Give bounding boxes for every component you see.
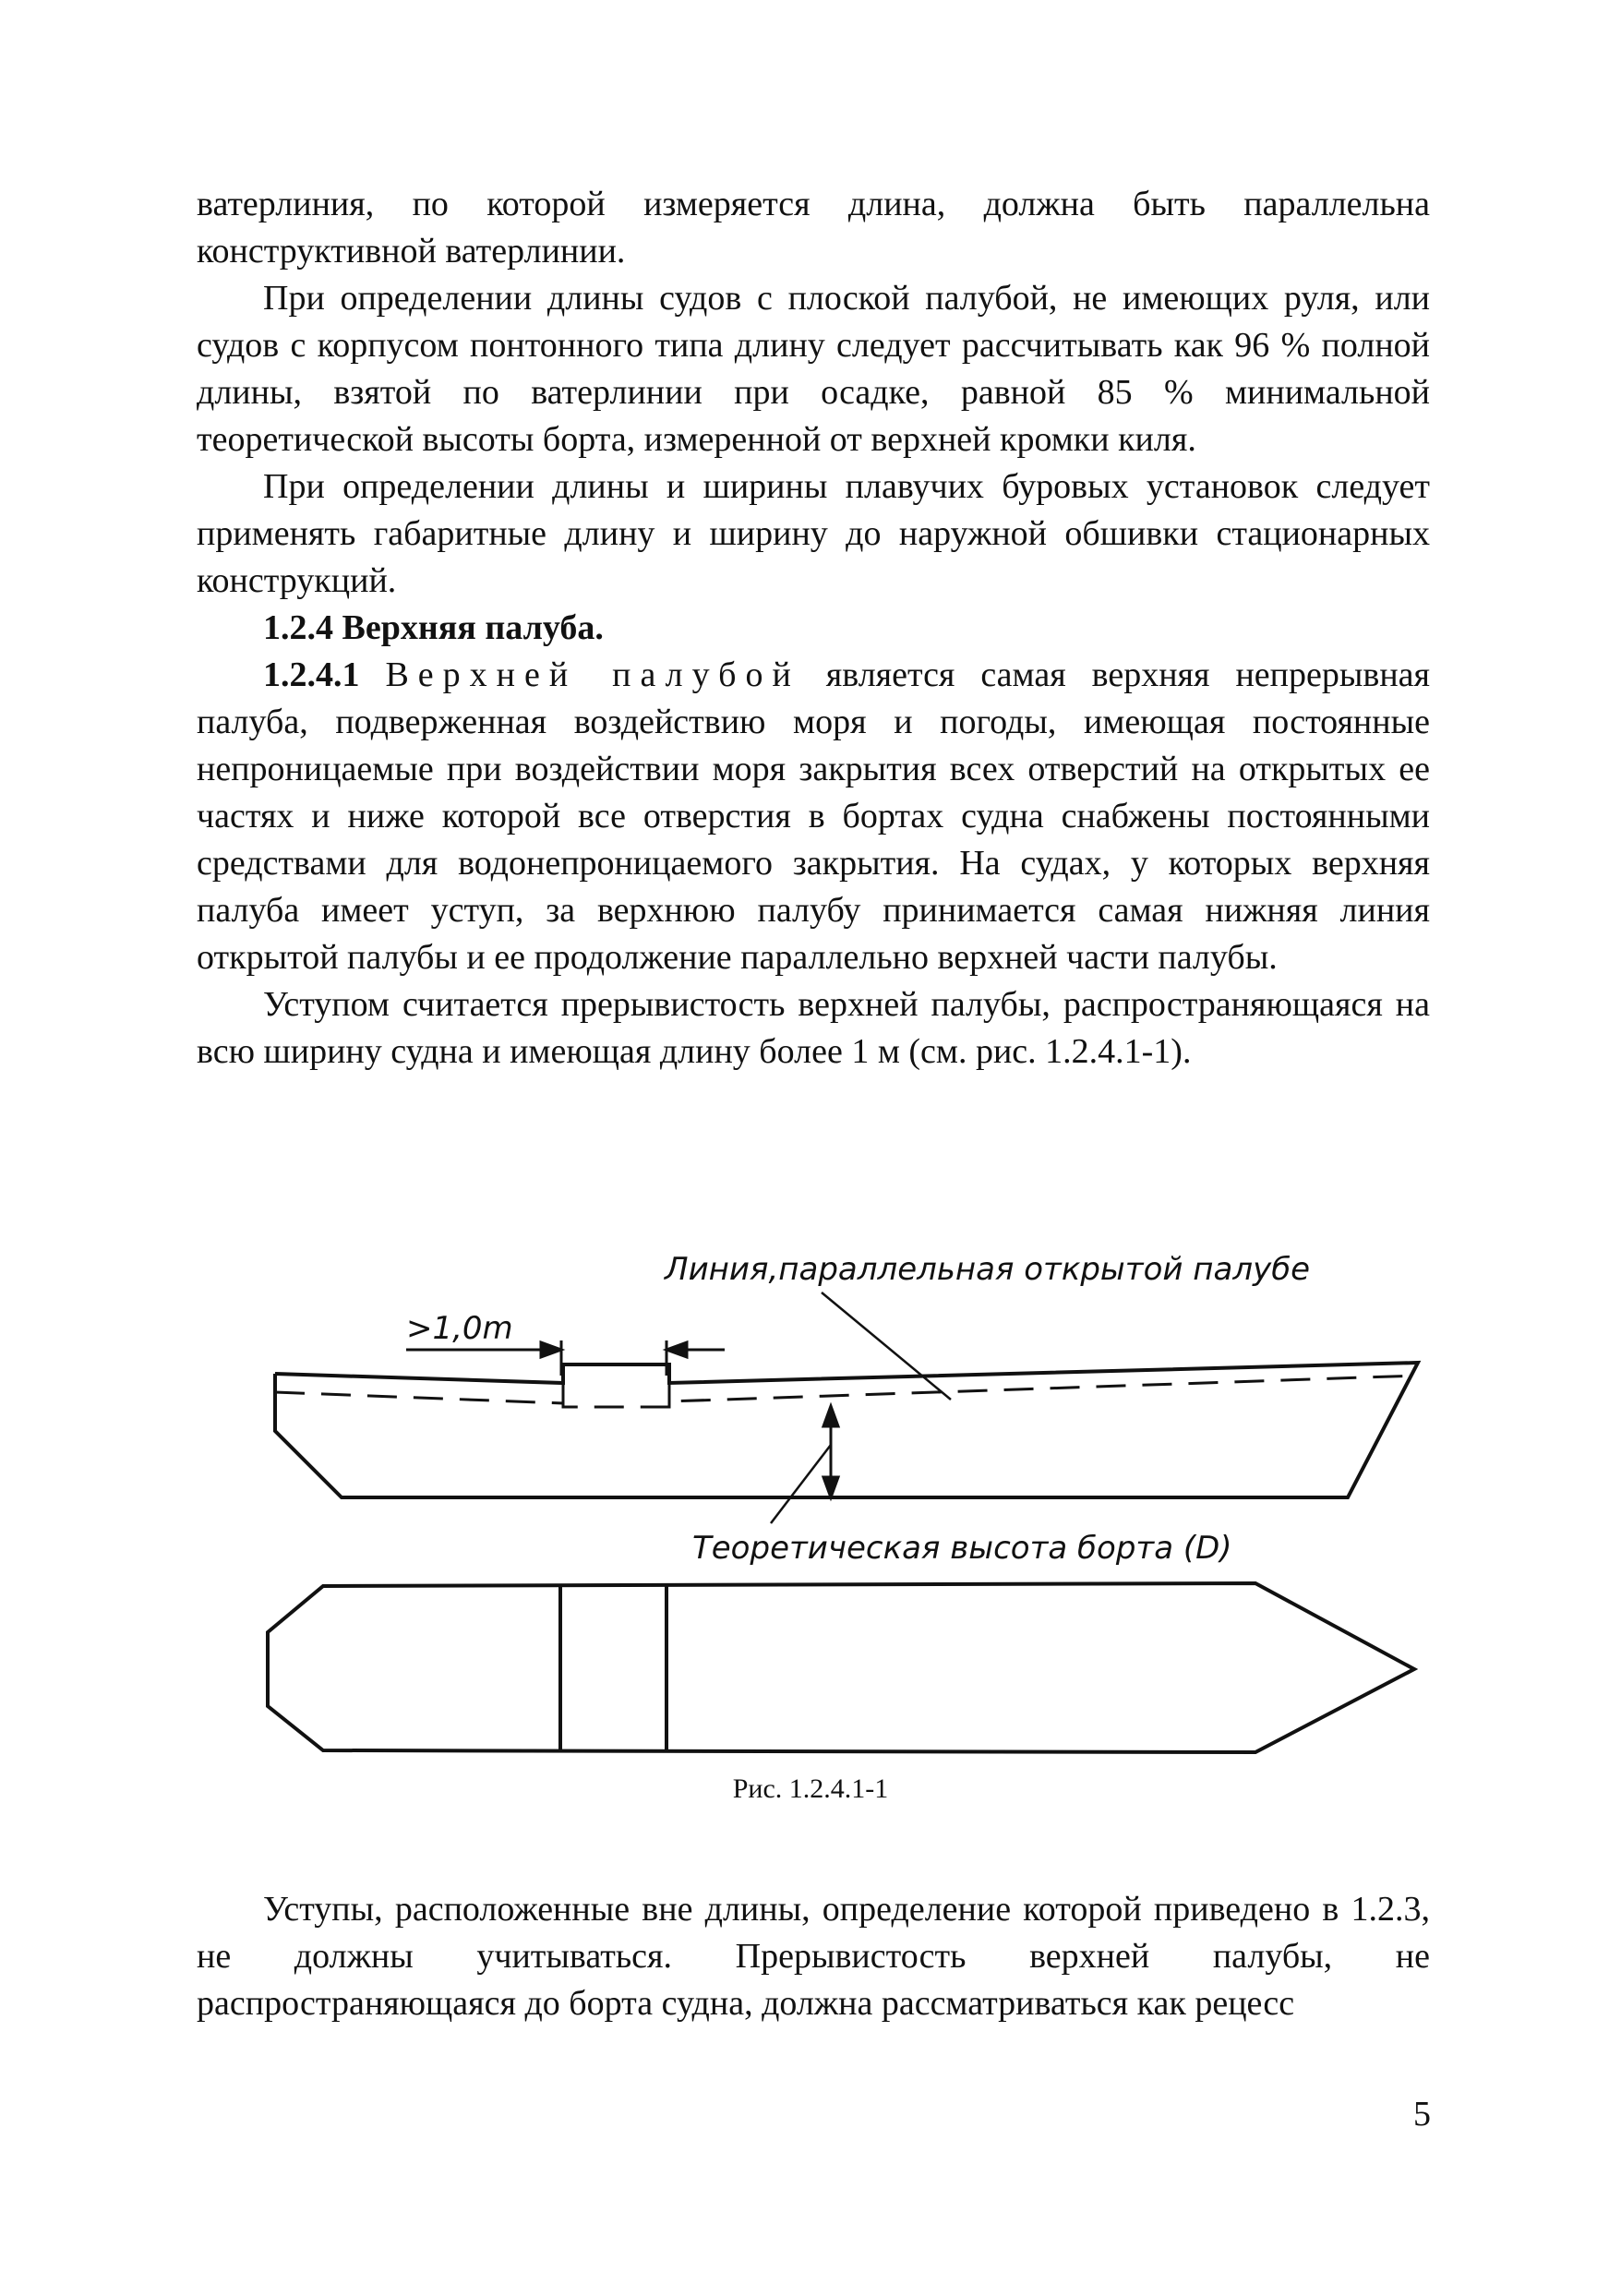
leader-parallel-line: [822, 1292, 951, 1400]
paragraph-drilling-units: При определении длины и ширины плавучих буровых установок следует применять габаритные длину и ширину до наружной обшивки стационарных конструкций.: [197, 467, 1430, 600]
defined-term: Верхней палубой: [385, 655, 800, 694]
clause-number: 1.2.4.1: [263, 655, 360, 694]
page-number: 5: [1413, 2095, 1431, 2134]
figure-ship-deck-step: [0, 1237, 1621, 1763]
paragraph-waterline: ватерлиния, по которой измеряется длина, должна быть параллельна конструктивной ватерлинии.: [197, 185, 1430, 270]
paragraph-upper-deck-definition: [197, 652, 1430, 981]
text-lower: [197, 1886, 1430, 2027]
paragraph-flat-deck: При определении длины судов с плоской палубой, не имеющих руля, или судов с корпусом понтонного типа длину следует рассчитывать как 96 % полной длины, взятой по ватерлинии при осадке, равной 85 % минимальной теоретической высоты борта, измеренной от верхней кромки киля.: [197, 279, 1430, 459]
label-parallel-line: Линия,параллельная открытой палубе: [665, 1251, 1311, 1288]
ship-side-profile: [275, 1363, 1418, 1497]
depth-dimension: [771, 1406, 838, 1523]
section-heading: 1.2.4 Верхняя палуба.: [263, 608, 604, 647]
paragraph-steps-outside-length: Уступы, расположенные вне длины, определение которой приведено в 1.2.3, не должны учитываться. Прерывистость верхней палубы, не распространяющаяся до борта судна, должна рассматриваться как рецесс: [197, 1890, 1430, 2023]
definition-text: является самая верхняя непрерывная палуба, подверженная воздействию моря и погоды, имеющая постоянные непроницаемые при воздействии моря закрытия всех отверстий на открытых ее частях и ниже которой все отверстия в бортах судна снабжены постоянными средствами для водонепроницаемого закрытия. На судах, у которых верхняя палуба имеет уступ, за верхнюю палубу принимается самая нижняя линия открытой палубы и ее продолжение параллельно верхней части палубы.: [197, 655, 1431, 977]
ship-plan-view: [268, 1583, 1414, 1752]
paragraph-step-definition: Уступом считается прерывистость верхней палубы, распространяющаяся на всю ширину судна и имеющая длину более 1 м (см. рис. 1.2.4.1-1).: [197, 985, 1430, 1071]
label-depth: Теоретическая высота борта (D): [692, 1530, 1232, 1567]
text-upper: [197, 181, 1430, 1076]
figure-caption: Рис. 1.2.4.1-1: [732, 1773, 889, 1804]
label-step-length: >1,0m: [406, 1310, 513, 1347]
